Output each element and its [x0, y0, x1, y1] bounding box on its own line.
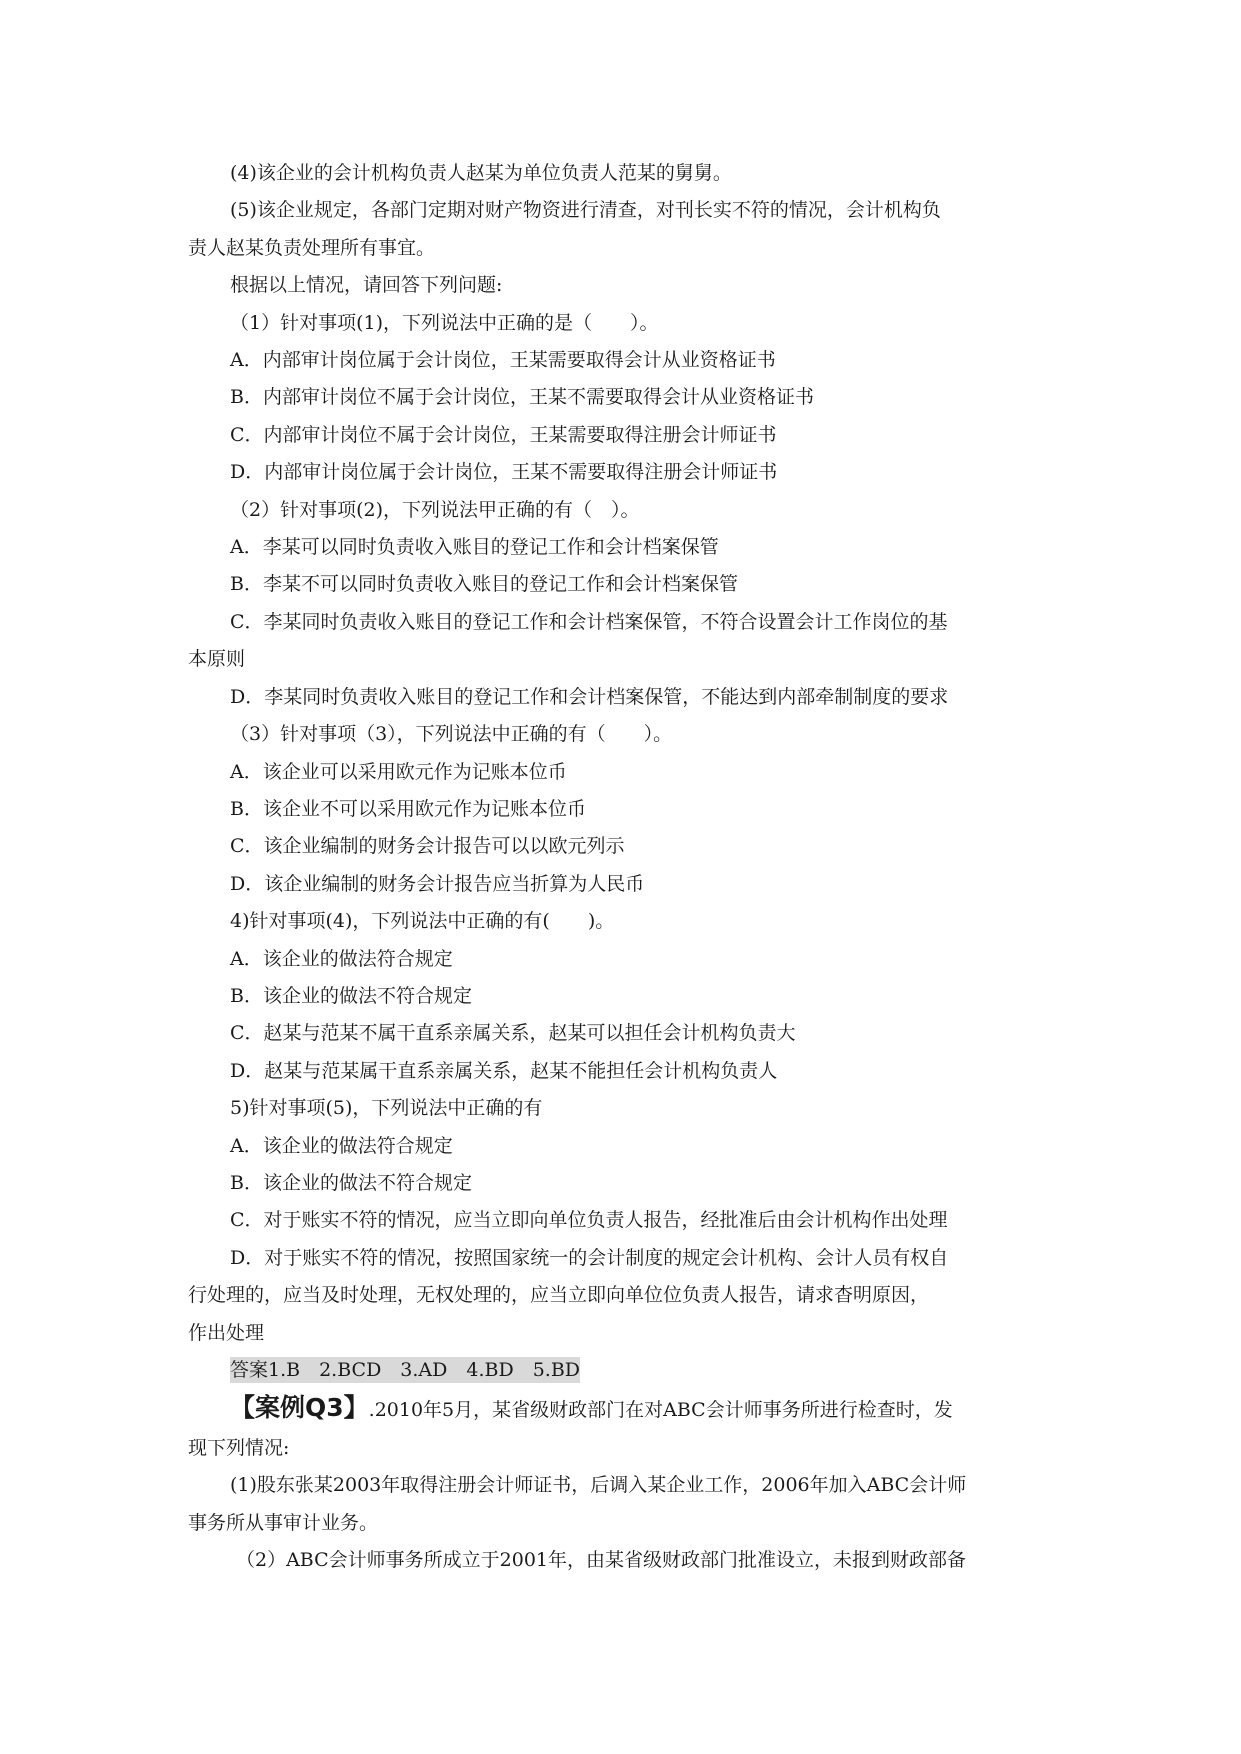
question-2-option-d: D．李某同时负责收入账目的登记工作和会计档案保管，不能达到内部牵制制度的要求: [230, 685, 949, 708]
question-1-option-b: B．内部审计岗位不属于会计岗位，王某不需要取得会计从业资格证书: [230, 386, 814, 409]
question-5-option-c: C．对于账实不符的情况，应当立即向单位负责人报告，经批准后由会计机构作出处理: [230, 1209, 948, 1232]
case-item-1-cont: 事务所从事审计业务。: [188, 1511, 379, 1534]
case-item-2: （2）ABC会计师事务所成立于2001年，由某省级财政部门批准设立，未报到财政部备: [236, 1549, 967, 1572]
question-5-option-a: A．该企业的做法符合规定: [230, 1134, 453, 1157]
question-5-option-b: B．该企业的做法不符合规定: [230, 1171, 472, 1194]
question-5: 5)针对事项(5)，下列说法中正确的有: [230, 1097, 543, 1120]
answer-key: 答案1.B 2.BCD 3.AD 4.BD 5.BD: [230, 1359, 581, 1381]
paragraph-item-5: (5)该企业规定，各部门定期对财产物资进行清查，对刊长实不符的情况，会计机构负: [230, 199, 941, 222]
question-3-option-a: A．该企业可以采用欧元作为记账本位币: [230, 760, 567, 783]
paragraph-item-4: (4)该企业的会计机构负责人赵某为单位负责人范某的舅舅。: [230, 162, 732, 184]
question-1: （1）针对事项(1)，下列说法中正确的是（ ）。: [230, 311, 659, 334]
question-5-option-d-cont-2: 作出处理: [188, 1321, 265, 1344]
question-3: （3）针对事项（3），下列说法中正确的有（ ）。: [230, 723, 673, 746]
question-2-option-c: C．李某同时负责收入账目的登记工作和会计档案保管，不符合设置会计工作岗位的基: [230, 610, 948, 633]
question-2-option-c-cont: 本原则: [188, 648, 246, 671]
question-2: （2）针对事项(2)，下列说法甲正确的有（ ）。: [230, 498, 640, 521]
paragraph-item-5-cont: 责人赵某负责处理所有事宜。: [188, 236, 436, 259]
question-intro: 根据以上情况，请回答下列问题:: [230, 274, 503, 297]
document-body: [188, 155, 1058, 1579]
case-intro: .2010年5月，某省级财政部门在对ABC会计师事务所进行检查时，发: [368, 1399, 953, 1422]
case-item-1: (1)股东张某2003年取得注册会计师证书，后调入某企业工作，2006年加入ABC会计师: [230, 1474, 967, 1497]
question-3-option-c: C．该企业编制的财务会计报告可以以欧元列示: [230, 835, 625, 858]
question-4: 4)针对事项(4)，下列说法中正确的有( )。: [230, 910, 615, 933]
question-3-option-d: D．该企业编制的财务会计报告应当折算为人民币: [230, 872, 645, 895]
question-4-option-d: D．赵某与范某属干直系亲属关系，赵某不能担任会计机构负责人: [230, 1059, 778, 1082]
question-1-option-d: D．内部审计岗位属于会计岗位，王某不需要取得注册会计师证书: [230, 461, 778, 484]
question-2-option-a: A．李某可以同时负责收入账目的登记工作和会计档案保管: [230, 536, 719, 559]
case-heading-line: [188, 1389, 1058, 1429]
question-1-option-c: C．内部审计岗位不属于会计岗位，王某需要取得注册会计师证书: [230, 423, 777, 446]
case-title: 【案例Q3】: [230, 1393, 369, 1423]
question-2-option-b: B．李某不可以同时负责收入账目的登记工作和会计档案保管: [230, 573, 738, 596]
question-4-option-a: A．该企业的做法符合规定: [230, 947, 453, 970]
question-4-option-b: B．该企业的做法不符合规定: [230, 984, 472, 1007]
answer-line: [188, 1352, 1058, 1389]
case-intro-cont: 现下列情况:: [188, 1436, 290, 1459]
question-5-option-d-cont-1: 行处理的，应当及时处理，无权处理的，应当立即向单位位负责人报告，请求杳明原因，: [188, 1284, 930, 1307]
question-3-option-b: B．该企业不可以采用欧元作为记账本位币: [230, 797, 586, 820]
question-4-option-c: C．赵某与范某不属干直系亲属关系，赵某可以担任会计机构负责大: [230, 1022, 796, 1045]
question-5-option-d: D．对于账实不符的情况，按照国家统一的会计制度的规定会计机构、会计人员有权自: [230, 1246, 949, 1269]
question-1-option-a: A．内部审计岗位属于会计岗位，王某需要取得会计从业资格证书: [230, 349, 776, 372]
